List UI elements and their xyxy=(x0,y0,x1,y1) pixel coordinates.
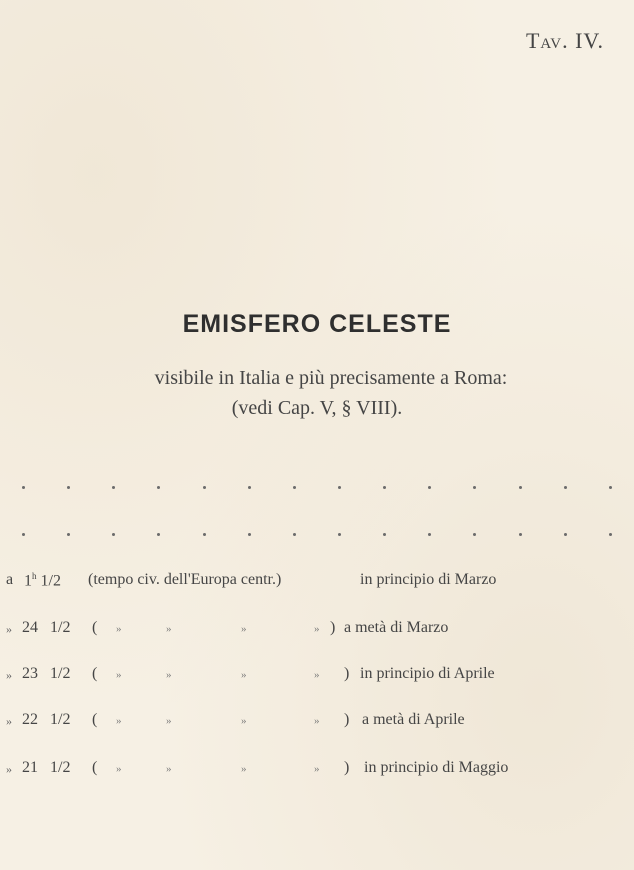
schedule-note: (tempo civ. dell'Europa centr.) xyxy=(88,571,282,588)
schedule-lead: a xyxy=(6,571,14,588)
ellipsis-dot xyxy=(609,533,612,536)
schedule-hour: 24 xyxy=(22,619,38,636)
hour-unit: h xyxy=(32,571,37,581)
schedule-when: a metà di Aprile xyxy=(362,711,465,728)
schedule-row-1 xyxy=(0,571,634,595)
ellipsis-dot xyxy=(338,486,341,489)
schedule-fraction: 1/2 xyxy=(50,619,71,636)
schedule-hour xyxy=(24,571,61,590)
ellipsis-row-1 xyxy=(22,486,612,496)
schedule-lead: » xyxy=(6,622,12,636)
ellipsis-dot xyxy=(383,533,386,536)
schedule-when: in principio di Marzo xyxy=(360,571,497,588)
ellipsis-dot xyxy=(67,533,70,536)
schedule-row-3 xyxy=(0,665,634,689)
ellipsis-dot xyxy=(293,533,296,536)
plate-numeral: IV. xyxy=(575,28,604,53)
ditto-mark: » xyxy=(116,715,122,727)
schedule-lead: » xyxy=(6,668,12,682)
ellipsis-dot xyxy=(338,533,341,536)
subtitle-line-2: (vedi Cap. V, § VIII). xyxy=(231,397,403,419)
ditto-mark: » xyxy=(314,763,320,775)
hour-fraction: 1/2 xyxy=(40,572,61,590)
ditto-mark: » xyxy=(116,623,122,635)
ellipsis-dot xyxy=(203,533,206,536)
schedule-hour: 23 xyxy=(22,665,38,682)
ditto-mark: » xyxy=(116,763,122,775)
ellipsis-dot xyxy=(473,486,476,489)
ditto-mark: » xyxy=(166,623,172,635)
open-paren: ( xyxy=(92,665,98,682)
schedule-hour: 22 xyxy=(22,711,38,728)
schedule-row-5 xyxy=(0,759,634,783)
plate-number xyxy=(526,28,604,54)
ditto-mark: » xyxy=(241,669,247,681)
ditto-mark: » xyxy=(314,669,320,681)
ellipsis-dot xyxy=(248,486,251,489)
schedule-when: in principio di Maggio xyxy=(364,759,509,776)
ellipsis-dot xyxy=(609,486,612,489)
ellipsis-dot xyxy=(293,486,296,489)
schedule-fraction: 1/2 xyxy=(50,711,71,728)
ditto-mark: » xyxy=(314,715,320,727)
ditto-mark: » xyxy=(241,715,247,727)
schedule-row-2 xyxy=(0,619,634,643)
schedule-fraction: 1/2 xyxy=(50,665,71,682)
subtitle-line-1: visibile in Italia e più precisamente a Roma: xyxy=(154,367,508,389)
ellipsis-dot xyxy=(67,486,70,489)
ditto-mark: » xyxy=(314,623,320,635)
schedule-when: a metà di Marzo xyxy=(344,619,449,636)
ellipsis-dot xyxy=(112,486,115,489)
ellipsis-dot xyxy=(157,533,160,536)
close-paren: ) xyxy=(330,619,336,636)
ellipsis-dot xyxy=(428,533,431,536)
ellipsis-row-2 xyxy=(22,533,612,543)
ellipsis-dot xyxy=(157,486,160,489)
ellipsis-dot xyxy=(22,486,25,489)
schedule-hour: 21 xyxy=(22,759,38,776)
close-paren: ) xyxy=(344,665,350,682)
ellipsis-dot xyxy=(564,486,567,489)
schedule-row-4 xyxy=(0,711,634,735)
ellipsis-dot xyxy=(248,533,251,536)
ellipsis-dot xyxy=(473,533,476,536)
schedule-lead: » xyxy=(6,762,12,776)
schedule-when: in principio di Aprile xyxy=(360,665,495,682)
ellipsis-dot xyxy=(203,486,206,489)
ellipsis-dot xyxy=(519,533,522,536)
close-paren: ) xyxy=(344,759,350,776)
ellipsis-dot xyxy=(519,486,522,489)
ditto-mark: » xyxy=(241,763,247,775)
ditto-mark: » xyxy=(116,669,122,681)
open-paren: ( xyxy=(92,619,98,636)
open-paren: ( xyxy=(92,759,98,776)
ellipsis-dot xyxy=(383,486,386,489)
plate-label: Tav. xyxy=(525,28,569,53)
hour-value: 1 xyxy=(24,572,32,590)
ellipsis-dot xyxy=(564,533,567,536)
schedule-lead: » xyxy=(6,714,12,728)
open-paren: ( xyxy=(92,711,98,728)
schedule-fraction: 1/2 xyxy=(50,759,71,776)
ditto-mark: » xyxy=(166,763,172,775)
close-paren: ) xyxy=(344,711,350,728)
ellipsis-dot xyxy=(22,533,25,536)
ellipsis-dot xyxy=(112,533,115,536)
ellipsis-dot xyxy=(428,486,431,489)
ditto-mark: » xyxy=(166,669,172,681)
page-title: EMISFERO CELESTE xyxy=(182,310,452,338)
ditto-mark: » xyxy=(241,623,247,635)
ditto-mark: » xyxy=(166,715,172,727)
